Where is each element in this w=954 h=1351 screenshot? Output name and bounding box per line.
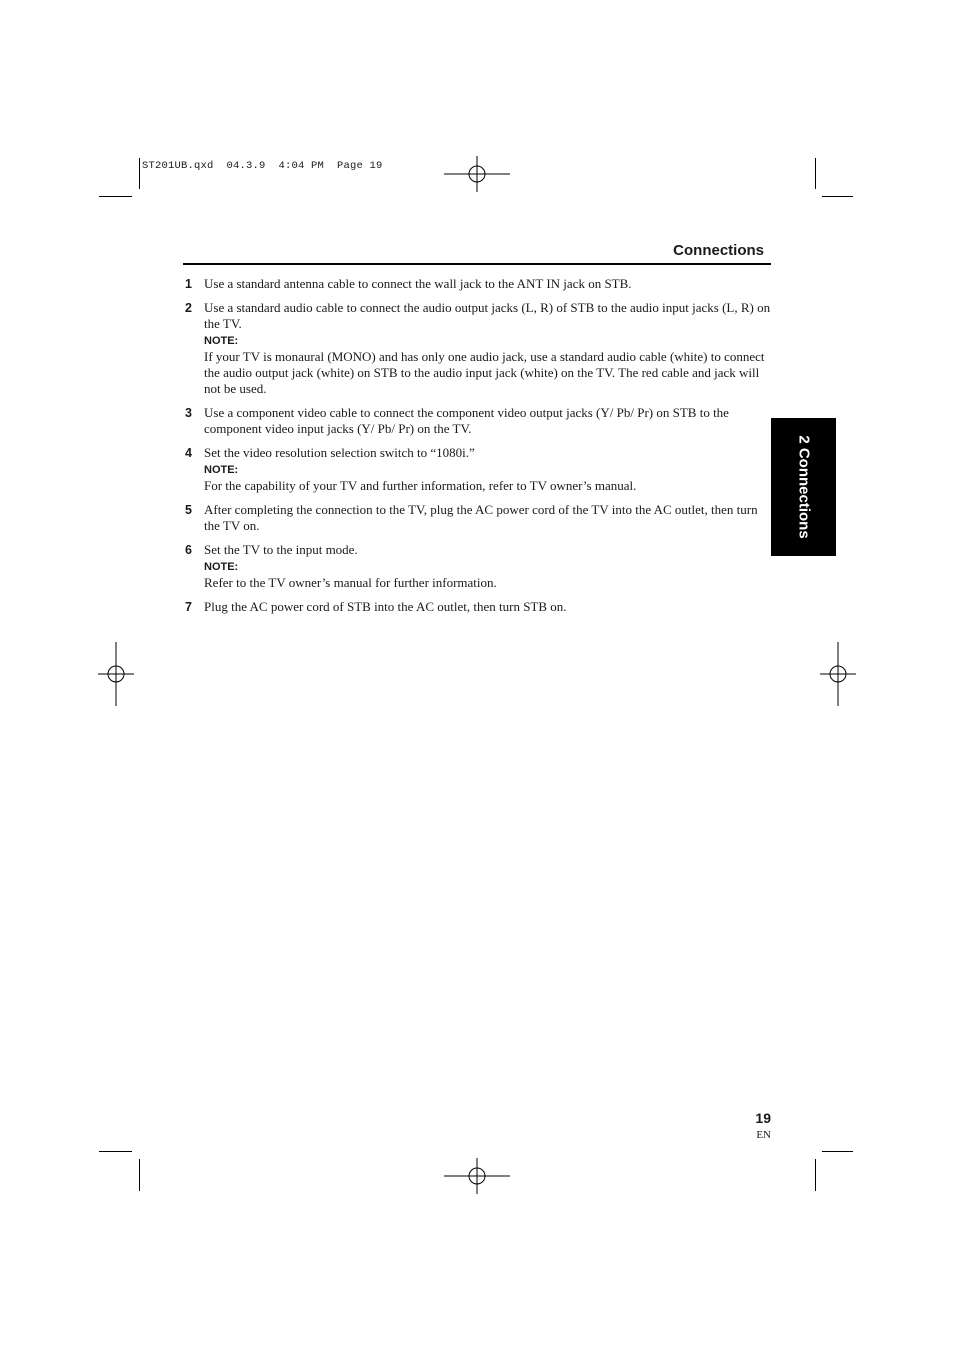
print-slug: ST201UB.qxd 04.3.9 4:04 PM Page 19 (142, 160, 383, 172)
step-text: After completing the connection to the TV, plug the AC power cord of the TV into the AC outlet, then turn the TV on. (204, 502, 758, 533)
step-text: Plug the AC power cord of STB into the AC outlet, then turn STB on. (204, 599, 567, 614)
registration-mark-icon (98, 642, 134, 706)
note-label: NOTE: (204, 561, 239, 573)
chapter-side-tab (771, 418, 836, 556)
step-text: Set the TV to the input mode. (204, 542, 358, 557)
header-rule (183, 263, 771, 265)
step-2 (183, 300, 771, 397)
step-number: 6 (185, 543, 192, 557)
crop-mark (822, 196, 853, 197)
step-6 (183, 542, 771, 591)
step-text: Use a standard antenna cable to connect the wall jack to the ANT IN jack on STB. (204, 276, 632, 291)
steps-list (183, 276, 771, 623)
crop-mark (822, 1151, 853, 1152)
section-title: Connections (673, 242, 764, 259)
step-text: Set the video resolution selection switch to “1080i.” (204, 445, 475, 460)
crop-mark (139, 158, 140, 189)
step-text: Use a standard audio cable to connect the audio output jacks (L, R) of STB to the audio input jacks (L, R) on the TV. (204, 300, 771, 331)
step-5 (183, 502, 771, 534)
crop-mark (139, 1159, 140, 1191)
step-number: 3 (185, 406, 192, 420)
registration-mark-icon (444, 1158, 510, 1194)
crop-mark (99, 196, 132, 197)
language-code: EN (756, 1129, 771, 1141)
step-7 (183, 599, 771, 615)
registration-mark-icon (820, 642, 856, 706)
note-label: NOTE: (204, 335, 239, 347)
step-number: 7 (185, 600, 192, 614)
note-text: For the capability of your TV and further information, refer to TV owner’s manual. (204, 478, 637, 493)
note-text: If your TV is monaural (MONO) and has only one audio jack, use a standard audio cable (white) to connect the audio output jack (white) on STB to the audio input jack (white) on the TV. The red cable and jack will not be used. (204, 349, 765, 396)
step-number: 2 (185, 301, 192, 315)
chapter-side-tab-label: 2 Connections (795, 435, 812, 539)
crop-mark (815, 158, 816, 189)
step-number: 5 (185, 503, 192, 517)
note-label: NOTE: (204, 464, 239, 476)
registration-mark-icon (444, 156, 510, 192)
step-number: 1 (185, 277, 192, 291)
step-number: 4 (185, 446, 192, 460)
crop-mark (99, 1151, 132, 1152)
page-number: 19 (755, 1110, 771, 1126)
step-4 (183, 445, 771, 494)
step-3 (183, 405, 771, 437)
crop-mark (815, 1159, 816, 1191)
step-text: Use a component video cable to connect the component video output jacks (Y/ Pb/ Pr) on STB to the component video input jacks (Y/ Pb/ Pr) on the TV. (204, 405, 729, 436)
note-text: Refer to the TV owner’s manual for further information. (204, 575, 497, 590)
step-1 (183, 276, 771, 292)
